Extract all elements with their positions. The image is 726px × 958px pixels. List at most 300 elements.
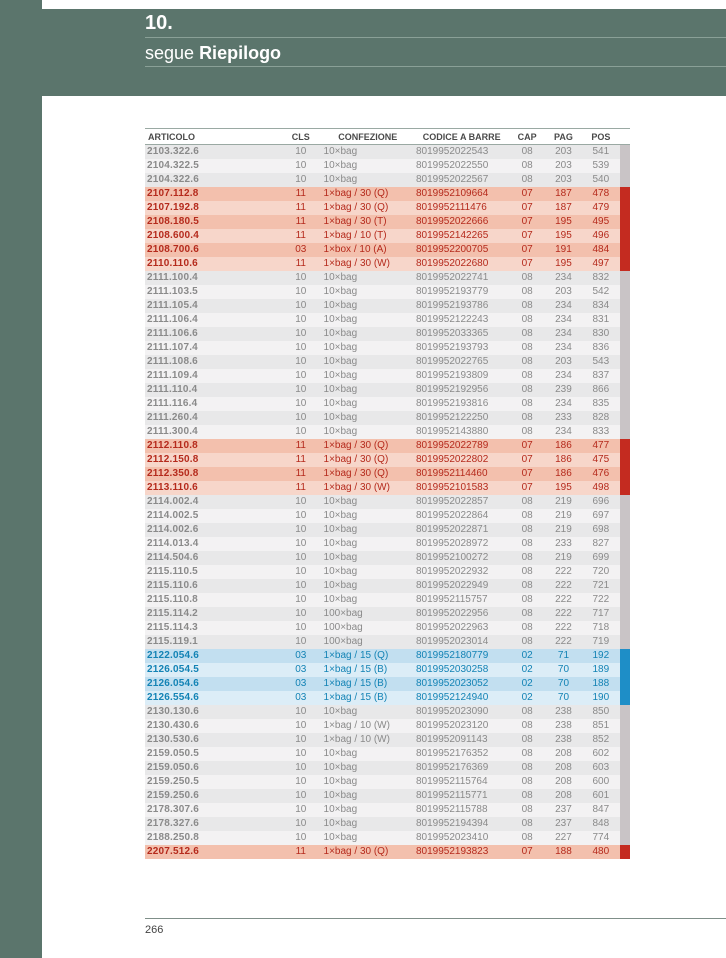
row-category-marker — [620, 467, 630, 481]
confezione-cell: 10×bag — [322, 173, 414, 187]
pos-cell: 827 — [582, 537, 619, 551]
table-row — [145, 621, 630, 635]
pos-cell: 542 — [582, 285, 619, 299]
cap-cell: 08 — [509, 341, 544, 355]
cap-cell: 08 — [509, 173, 544, 187]
cap-cell: 07 — [509, 481, 544, 495]
pos-cell: 837 — [582, 369, 619, 383]
confezione-cell: 1×bag / 30 (Q) — [322, 201, 414, 215]
pos-cell: 834 — [582, 299, 619, 313]
table-row — [145, 439, 630, 453]
barcode-cell: 8019952142265 — [414, 229, 510, 243]
section-title-prefix: segue — [145, 43, 195, 63]
cls-cell: 10 — [280, 593, 322, 607]
barcode-cell: 8019952022963 — [414, 621, 510, 635]
table-row — [145, 341, 630, 355]
pag-cell: 208 — [545, 789, 582, 803]
cap-cell: 07 — [509, 257, 544, 271]
articolo-cell: 2159.250.5 — [145, 775, 280, 789]
cls-cell: 10 — [280, 789, 322, 803]
pos-cell: 722 — [582, 593, 619, 607]
articolo-cell: 2108.600.4 — [145, 229, 280, 243]
pos-cell: 718 — [582, 621, 619, 635]
pos-cell: 496 — [582, 229, 619, 243]
pos-cell: 721 — [582, 579, 619, 593]
row-category-marker — [620, 761, 630, 775]
table-row — [145, 257, 630, 271]
cap-cell: 08 — [509, 271, 544, 285]
table-row — [145, 789, 630, 803]
cls-cell: 03 — [280, 649, 322, 663]
pos-cell: 480 — [582, 845, 619, 859]
articolo-cell: 2114.002.6 — [145, 523, 280, 537]
cls-cell: 11 — [280, 215, 322, 229]
pos-cell: 539 — [582, 159, 619, 173]
articolo-cell: 2103.322.6 — [145, 145, 280, 160]
articolo-cell: 2112.150.8 — [145, 453, 280, 467]
cap-cell: 08 — [509, 285, 544, 299]
row-category-marker — [620, 803, 630, 817]
articolo-cell: 2115.110.6 — [145, 579, 280, 593]
articolo-cell: 2111.300.4 — [145, 425, 280, 439]
pos-cell: 835 — [582, 397, 619, 411]
table-row — [145, 201, 630, 215]
table-row — [145, 649, 630, 663]
table-row — [145, 425, 630, 439]
confezione-cell: 10×bag — [322, 705, 414, 719]
confezione-cell: 10×bag — [322, 803, 414, 817]
pag-cell: 188 — [545, 845, 582, 859]
articolo-cell: 2115.110.5 — [145, 565, 280, 579]
pos-cell: 603 — [582, 761, 619, 775]
cap-cell: 08 — [509, 635, 544, 649]
pos-cell: 498 — [582, 481, 619, 495]
articolo-cell: 2115.110.8 — [145, 593, 280, 607]
barcode-cell: 8019952022543 — [414, 145, 510, 160]
confezione-cell: 10×bag — [322, 383, 414, 397]
row-category-marker — [620, 341, 630, 355]
cls-cell: 11 — [280, 257, 322, 271]
cap-cell: 07 — [509, 845, 544, 859]
cap-cell: 08 — [509, 579, 544, 593]
barcode-cell: 8019952022932 — [414, 565, 510, 579]
pag-cell: 208 — [545, 761, 582, 775]
barcode-cell: 8019952109664 — [414, 187, 510, 201]
row-category-marker — [620, 495, 630, 509]
row-category-marker — [620, 257, 630, 271]
articolo-cell: 2159.250.6 — [145, 789, 280, 803]
articolo-cell: 2114.504.6 — [145, 551, 280, 565]
row-category-marker — [620, 159, 630, 173]
confezione-cell: 100×bag — [322, 635, 414, 649]
cap-cell: 08 — [509, 145, 544, 160]
pos-cell: 600 — [582, 775, 619, 789]
cap-cell: 08 — [509, 495, 544, 509]
table-row — [145, 383, 630, 397]
cls-cell: 10 — [280, 747, 322, 761]
page-number: 266 — [145, 924, 164, 936]
row-category-marker — [620, 523, 630, 537]
barcode-cell: 8019952111476 — [414, 201, 510, 215]
row-category-marker — [620, 215, 630, 229]
pag-cell: 233 — [545, 537, 582, 551]
cls-cell: 10 — [280, 285, 322, 299]
table-row — [145, 397, 630, 411]
confezione-cell: 10×bag — [322, 761, 414, 775]
cls-cell: 11 — [280, 453, 322, 467]
confezione-cell: 100×bag — [322, 607, 414, 621]
pos-cell: 774 — [582, 831, 619, 845]
row-category-marker — [620, 677, 630, 691]
barcode-cell: 8019952022765 — [414, 355, 510, 369]
articolo-cell: 2114.002.4 — [145, 495, 280, 509]
cls-cell: 10 — [280, 565, 322, 579]
table-row — [145, 313, 630, 327]
cls-cell: 10 — [280, 173, 322, 187]
confezione-cell: 1×bag / 30 (Q) — [322, 187, 414, 201]
row-category-marker — [620, 243, 630, 257]
pos-cell: 717 — [582, 607, 619, 621]
confezione-cell: 10×bag — [322, 509, 414, 523]
articolo-cell: 2111.100.4 — [145, 271, 280, 285]
barcode-cell: 8019952023090 — [414, 705, 510, 719]
confezione-cell: 1×bag / 30 (Q) — [322, 845, 414, 859]
pag-cell: 222 — [545, 607, 582, 621]
articolo-cell: 2108.700.6 — [145, 243, 280, 257]
row-category-marker — [620, 831, 630, 845]
articolo-cell: 2130.530.6 — [145, 733, 280, 747]
confezione-cell: 1×bag / 10 (T) — [322, 229, 414, 243]
row-category-marker — [620, 845, 630, 859]
barcode-cell: 8019952091143 — [414, 733, 510, 747]
barcode-cell: 8019952030258 — [414, 663, 510, 677]
header-divider — [145, 66, 726, 67]
barcode-cell: 8019952100272 — [414, 551, 510, 565]
row-category-marker — [620, 481, 630, 495]
articolo-cell: 2112.110.8 — [145, 439, 280, 453]
pos-cell: 479 — [582, 201, 619, 215]
pos-cell: 476 — [582, 467, 619, 481]
pag-cell: 234 — [545, 327, 582, 341]
table-row — [145, 243, 630, 257]
confezione-cell: 10×bag — [322, 593, 414, 607]
table-row — [145, 775, 630, 789]
barcode-cell: 8019952115788 — [414, 803, 510, 817]
table-row — [145, 565, 630, 579]
cap-cell: 08 — [509, 425, 544, 439]
table-row — [145, 187, 630, 201]
articolo-cell: 2111.260.4 — [145, 411, 280, 425]
barcode-cell: 8019952022680 — [414, 257, 510, 271]
cls-cell: 10 — [280, 523, 322, 537]
cap-cell: 08 — [509, 747, 544, 761]
articolo-cell: 2108.180.5 — [145, 215, 280, 229]
pag-cell: 203 — [545, 145, 582, 160]
row-category-marker — [620, 271, 630, 285]
pag-cell: 195 — [545, 229, 582, 243]
articolo-cell: 2159.050.6 — [145, 761, 280, 775]
barcode-cell: 8019952115764 — [414, 775, 510, 789]
cap-cell: 08 — [509, 411, 544, 425]
pos-cell: 699 — [582, 551, 619, 565]
barcode-cell: 8019952115757 — [414, 593, 510, 607]
row-category-marker — [620, 313, 630, 327]
pag-cell: 195 — [545, 257, 582, 271]
pos-cell: 836 — [582, 341, 619, 355]
confezione-cell: 10×bag — [322, 565, 414, 579]
barcode-cell: 8019952115771 — [414, 789, 510, 803]
pag-cell: 195 — [545, 481, 582, 495]
row-category-marker — [620, 593, 630, 607]
barcode-cell: 8019952143880 — [414, 425, 510, 439]
articolo-cell: 2115.119.1 — [145, 635, 280, 649]
barcode-cell: 8019952022789 — [414, 439, 510, 453]
confezione-cell: 10×bag — [322, 285, 414, 299]
cap-cell: 08 — [509, 607, 544, 621]
cap-cell: 07 — [509, 201, 544, 215]
row-category-marker — [620, 705, 630, 719]
pag-cell: 195 — [545, 215, 582, 229]
cap-cell: 08 — [509, 621, 544, 635]
table-row — [145, 215, 630, 229]
barcode-cell: 8019952033365 — [414, 327, 510, 341]
section-number: 10. — [145, 12, 173, 34]
articolo-cell: 2126.554.6 — [145, 691, 280, 705]
cls-cell: 10 — [280, 145, 322, 160]
confezione-cell: 1×bag / 15 (B) — [322, 691, 414, 705]
row-category-marker — [620, 635, 630, 649]
table-body — [145, 145, 630, 860]
confezione-cell: 1×bag / 30 (W) — [322, 481, 414, 495]
pos-cell: 188 — [582, 677, 619, 691]
pag-cell: 203 — [545, 173, 582, 187]
column-header-spacer — [620, 129, 630, 145]
articolo-cell: 2188.250.8 — [145, 831, 280, 845]
cls-cell: 10 — [280, 509, 322, 523]
row-category-marker — [620, 719, 630, 733]
pos-cell: 697 — [582, 509, 619, 523]
cls-cell: 11 — [280, 439, 322, 453]
articolo-cell: 2110.110.6 — [145, 257, 280, 271]
articolo-cell: 2111.109.4 — [145, 369, 280, 383]
pag-cell: 208 — [545, 775, 582, 789]
pos-cell: 830 — [582, 327, 619, 341]
articolo-cell: 2111.103.5 — [145, 285, 280, 299]
pos-cell: 495 — [582, 215, 619, 229]
barcode-cell: 8019952176352 — [414, 747, 510, 761]
pag-cell: 222 — [545, 565, 582, 579]
pag-cell: 186 — [545, 439, 582, 453]
confezione-cell: 1×bag / 10 (W) — [322, 733, 414, 747]
pos-cell: 543 — [582, 355, 619, 369]
cap-cell: 08 — [509, 355, 544, 369]
row-category-marker — [620, 747, 630, 761]
cap-cell: 08 — [509, 551, 544, 565]
pag-cell: 70 — [545, 691, 582, 705]
cls-cell: 10 — [280, 495, 322, 509]
row-category-marker — [620, 439, 630, 453]
row-category-marker — [620, 663, 630, 677]
pos-cell: 720 — [582, 565, 619, 579]
confezione-cell: 10×bag — [322, 817, 414, 831]
confezione-cell: 10×bag — [322, 789, 414, 803]
cap-cell: 08 — [509, 509, 544, 523]
cap-cell: 07 — [509, 215, 544, 229]
row-category-marker — [620, 173, 630, 187]
pag-cell: 219 — [545, 551, 582, 565]
cap-cell: 08 — [509, 817, 544, 831]
row-category-marker — [620, 607, 630, 621]
confezione-cell: 10×bag — [322, 313, 414, 327]
confezione-cell: 10×bag — [322, 551, 414, 565]
barcode-cell: 8019952023120 — [414, 719, 510, 733]
cls-cell: 10 — [280, 705, 322, 719]
table-row — [145, 831, 630, 845]
pag-cell: 234 — [545, 369, 582, 383]
row-category-marker — [620, 145, 630, 160]
pag-cell: 203 — [545, 355, 582, 369]
cap-cell: 08 — [509, 327, 544, 341]
table-row — [145, 355, 630, 369]
table-row — [145, 593, 630, 607]
pag-cell: 203 — [545, 159, 582, 173]
row-category-marker — [620, 509, 630, 523]
pag-cell: 234 — [545, 271, 582, 285]
pag-cell: 219 — [545, 523, 582, 537]
barcode-cell: 8019952022871 — [414, 523, 510, 537]
pos-cell: 848 — [582, 817, 619, 831]
cls-cell: 10 — [280, 313, 322, 327]
barcode-cell: 8019952028972 — [414, 537, 510, 551]
table-row — [145, 173, 630, 187]
confezione-cell: 10×bag — [322, 327, 414, 341]
column-header: ARTICOLO — [145, 129, 280, 145]
barcode-cell: 8019952193823 — [414, 845, 510, 859]
confezione-cell: 1×bag / 15 (B) — [322, 677, 414, 691]
pag-cell: 186 — [545, 467, 582, 481]
pos-cell: 601 — [582, 789, 619, 803]
row-category-marker — [620, 327, 630, 341]
pos-cell: 190 — [582, 691, 619, 705]
row-category-marker — [620, 621, 630, 635]
cls-cell: 10 — [280, 341, 322, 355]
cap-cell: 07 — [509, 187, 544, 201]
cap-cell: 02 — [509, 691, 544, 705]
pag-cell: 234 — [545, 299, 582, 313]
articolo-cell: 2178.327.6 — [145, 817, 280, 831]
pos-cell: 719 — [582, 635, 619, 649]
barcode-cell: 8019952200705 — [414, 243, 510, 257]
confezione-cell: 10×bag — [322, 369, 414, 383]
articolo-cell: 2111.110.4 — [145, 383, 280, 397]
row-category-marker — [620, 187, 630, 201]
side-band — [0, 0, 42, 958]
cap-cell: 08 — [509, 523, 544, 537]
articolo-cell: 2112.350.8 — [145, 467, 280, 481]
table-row — [145, 495, 630, 509]
pag-cell: 239 — [545, 383, 582, 397]
cls-cell: 03 — [280, 243, 322, 257]
row-category-marker — [620, 411, 630, 425]
pag-cell: 186 — [545, 453, 582, 467]
articolo-cell: 2111.106.4 — [145, 313, 280, 327]
cap-cell: 08 — [509, 537, 544, 551]
row-category-marker — [620, 355, 630, 369]
barcode-cell: 8019952193793 — [414, 341, 510, 355]
articolo-cell: 2178.307.6 — [145, 803, 280, 817]
cls-cell: 11 — [280, 229, 322, 243]
cls-cell: 10 — [280, 607, 322, 621]
articolo-cell: 2111.107.4 — [145, 341, 280, 355]
column-header: CONFEZIONE — [322, 129, 414, 145]
row-category-marker — [620, 201, 630, 215]
table-row — [145, 299, 630, 313]
cap-cell: 08 — [509, 299, 544, 313]
barcode-cell: 8019952122250 — [414, 411, 510, 425]
row-category-marker — [620, 299, 630, 313]
barcode-cell: 8019952023410 — [414, 831, 510, 845]
confezione-cell: 10×bag — [322, 159, 414, 173]
confezione-cell: 100×bag — [322, 621, 414, 635]
confezione-cell: 10×bag — [322, 495, 414, 509]
cls-cell: 10 — [280, 425, 322, 439]
pos-cell: 497 — [582, 257, 619, 271]
cls-cell: 10 — [280, 383, 322, 397]
table-row — [145, 523, 630, 537]
pos-cell: 832 — [582, 271, 619, 285]
articolo-cell: 2126.054.5 — [145, 663, 280, 677]
pag-cell: 227 — [545, 831, 582, 845]
articolo-cell: 2111.116.4 — [145, 397, 280, 411]
cls-cell: 03 — [280, 677, 322, 691]
cls-cell: 10 — [280, 299, 322, 313]
articolo-cell: 2207.512.6 — [145, 845, 280, 859]
cls-cell: 10 — [280, 761, 322, 775]
barcode-cell: 8019952022864 — [414, 509, 510, 523]
cls-cell: 10 — [280, 551, 322, 565]
table-row — [145, 803, 630, 817]
pag-cell: 208 — [545, 747, 582, 761]
barcode-cell: 8019952180779 — [414, 649, 510, 663]
cls-cell: 10 — [280, 831, 322, 845]
barcode-cell: 8019952022949 — [414, 579, 510, 593]
confezione-cell: 10×bag — [322, 145, 414, 160]
column-header: CAP — [509, 129, 544, 145]
pos-cell: 540 — [582, 173, 619, 187]
confezione-cell: 10×bag — [322, 775, 414, 789]
table-row — [145, 411, 630, 425]
articolo-cell: 2126.054.6 — [145, 677, 280, 691]
table-row — [145, 285, 630, 299]
cls-cell: 10 — [280, 355, 322, 369]
table-row — [145, 551, 630, 565]
cap-cell: 07 — [509, 467, 544, 481]
pos-cell: 698 — [582, 523, 619, 537]
pos-cell: 831 — [582, 313, 619, 327]
table-row — [145, 369, 630, 383]
barcode-cell: 8019952193786 — [414, 299, 510, 313]
articolo-cell: 2114.013.4 — [145, 537, 280, 551]
cap-cell: 02 — [509, 663, 544, 677]
confezione-cell: 1×bag / 10 (W) — [322, 719, 414, 733]
cls-cell: 10 — [280, 579, 322, 593]
barcode-cell: 8019952023052 — [414, 677, 510, 691]
column-header: CODICE A BARRE — [414, 129, 510, 145]
row-category-marker — [620, 453, 630, 467]
barcode-cell: 8019952124940 — [414, 691, 510, 705]
pos-cell: 833 — [582, 425, 619, 439]
barcode-cell: 8019952101583 — [414, 481, 510, 495]
